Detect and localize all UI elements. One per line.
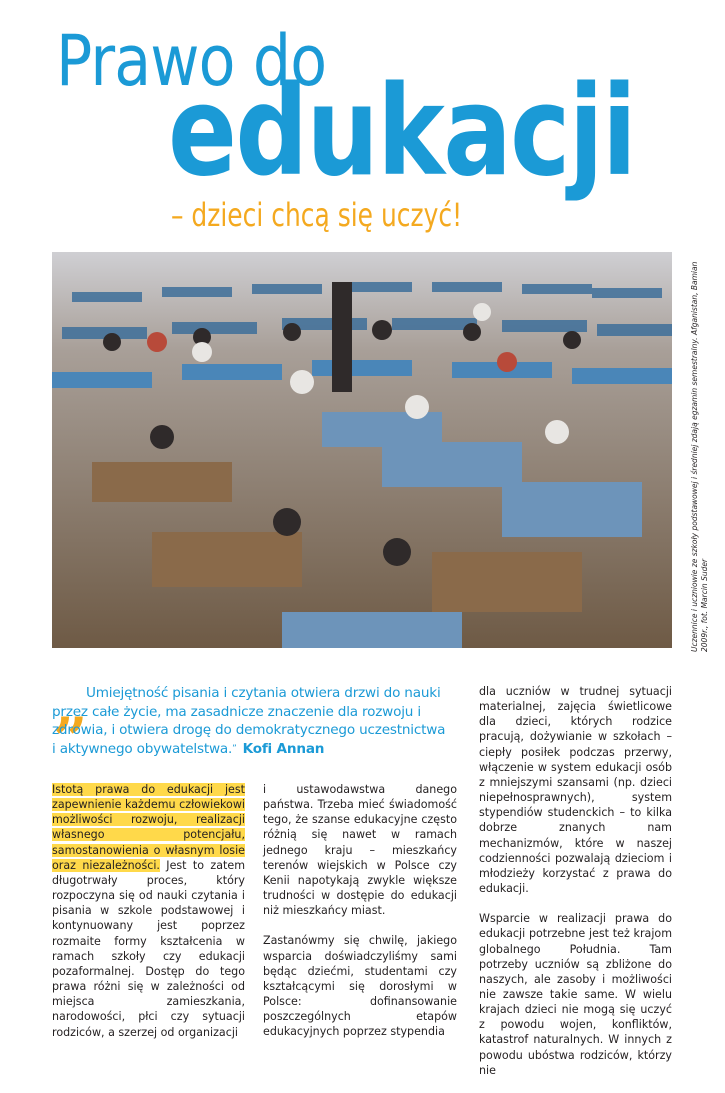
title-line1: Prawo do (56, 20, 327, 102)
title-line2: edukacji (168, 60, 636, 204)
paragraph: i ustawodawstwa danego państwa. Trzeba mieć świadomość tego, że szanse edukacyjne często różnią się nawet w ramach jednego kraju – mieszkańcy terenów wiejskich w Polsce czy Kenii napotykają zwykle większe trudności w dostępie do edukacji niż mieszkańcy miast. (263, 783, 457, 918)
quote-author: Kofi Annan (242, 740, 325, 757)
quote-mark: „ (54, 671, 89, 741)
highlighted-text: Istotą prawa do edukacji jest zapewnienie każdemu człowiekowi możliwości rozwoju, realizacji własnego potencjału, samostanowienia o własnym losie oraz niezależności. (52, 783, 245, 872)
paragraph: Zastanówmy się chwilę, jakiego wsparcia doświadczyliśmy sami będąc dziećmi, studentami czy kształcącymi się dorosłymi w Polsce: dofinansowanie poszczególnych etapów edukacyjnych poprzez stypendia (263, 934, 457, 1039)
body-column-1 (52, 782, 245, 1055)
paragraph: dla uczniów w trudnej sytuacji materialnej, zajęcia świetlicowe dla dzieci, których rodzice pracują, dożywianie w szkołach – ciepły posiłek podczas przerwy, włączenie w system edukacji osób z mniejszymi szansami (np. dzieci niepełnosprawnych), system stypendiów studenckich – to kilka dobrze znanych nam mechanizmów, które w naszej codzienności pozwalają dzieciom i młodzieży korzystać z prawa do edukacji. (479, 685, 672, 896)
paragraph: Wsparcie w realizacji prawa do edukacji potrzebne jest też krajom globalnego Południa. Tam potrzeby uczniów są zbliżone do naszych, ale zasoby i możliwości nie zawsze takie same. W wielu krajach dzieci nie mogą się uczyć z powodu wojen, konfliktów, katastrof naturalnych. W innych z powodu ubóstwa rodziców, którzy nie (479, 912, 672, 1077)
quote-close-mark: ” (232, 743, 237, 754)
photo-caption: Uczennice i uczniowie ze szkoły podstawowej i średniej zdają egzamin semestralny. Afganistan, Bamian 2009r., fot. Marcin Suder (690, 261, 709, 652)
subtitle: – dzieci chcą się uczyć! (171, 196, 463, 234)
body-column-2 (263, 782, 457, 1055)
quote (52, 684, 452, 758)
body-column-3 (479, 684, 672, 1093)
classroom-photo (52, 252, 672, 648)
quote-text: Umiejętność pisania i czytania otwiera drzwi do nauki przez całe życie, ma zasadnicze znaczenie dla rozwoju i zdrowia, i otwiera drogę do demokratycznego uczestnictwa i aktywnego obywatelstwa. (52, 685, 446, 757)
body-text: Jest to zatem długotrwały proces, który rozpoczyna się od nauki czytania i pisania w szkole podstawowej i kontynuowany jest poprzez rozmaite formy kształcenia w ramach szkoły czy edukacji pozaformalnej. Dostęp do tego prawa różni się w zależności od miejsca zamieszkania, narodowości, płci czy sytuacji rodziców, a szerzej od organizacji (52, 858, 246, 1039)
classroom-photo-icon (52, 252, 672, 648)
